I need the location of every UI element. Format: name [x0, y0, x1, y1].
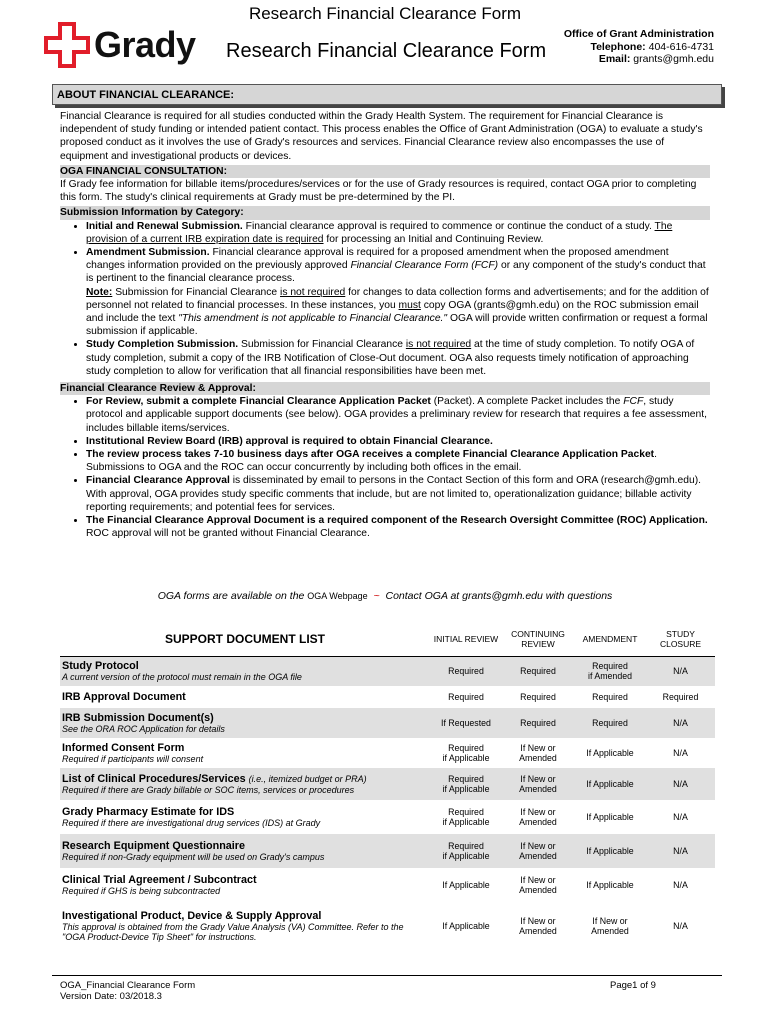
- table-row: Clinical Trial Agreement / Subcontract Required if GHS is being subcontracted If Applicable If New or Amended If Applicable N/A: [62, 874, 688, 896]
- col-study-closure: STUDY CLOSURE: [646, 622, 715, 656]
- office-contact: [564, 28, 714, 66]
- email-label: Email:: [598, 53, 631, 65]
- table-row: Grady Pharmacy Estimate for IDS Required if there are investigational drug services (IDS) at Grady Required if Applicable If New or Amended If Applicable N/A: [62, 806, 688, 828]
- list-item: • The review process takes 7-10 business days after OGA receives a complete Financial Clearance Application Packet. Submissions to OGA and the ROC can occur concurrently by including both offices in the email.: [86, 448, 710, 474]
- about-paragraph: Financial Clearance is required for all studies conducted within the Grady Health System. The requirement for Financial Clearance is independent of study funding or intended patient contact. This process enables the Office of Grant Administration (OGA) to evaluate a study's proposed conduct as it involves the use of Grady's resources and services. Financial Clearance review also encompasses the use of equipment and investigational products or devices.: [60, 111, 703, 162]
- table-row: List of Clinical Procedures/Services (i.e., itemized budget or PRA) Required if there are Grady billable or SOC items, services or procedures Required if Applicable If New or Amended If Applicable N/A: [60, 768, 715, 800]
- contact-oga-text: Contact OGA at grants@gmh.edu with questions: [385, 590, 613, 602]
- oga-webpage-link[interactable]: OGA Webpage: [307, 591, 368, 601]
- col-amendment: AMENDMENT: [574, 622, 646, 656]
- red-cross-icon: [44, 22, 90, 68]
- email-address[interactable]: grants@gmh.edu: [633, 53, 714, 65]
- table-row: Investigational Product, Device & Supply Approval This approval is obtained from the Grady Value Analysis (VA) Committee. Refer to the "OGA Product-Device Tip Sheet" for instructions. If Applicable If New or Amended If New or Amended N/A: [62, 910, 688, 942]
- phone-label: Telephone:: [590, 40, 646, 53]
- table-row: IRB Approval Document Required Required Required Required: [62, 691, 699, 703]
- table-title: SUPPORT DOCUMENT LIST: [60, 622, 430, 656]
- footer-version: Version Date: 03/2018.3: [60, 991, 162, 1002]
- about-section-header: ABOUT FINANCIAL CLEARANCE:: [52, 84, 722, 105]
- list-item: • Institutional Review Board (IRB) approval is required to obtain Financial Clearance.: [86, 435, 710, 448]
- table-row: Informed Consent Form Required if participants will consent Required if Applicable If New or Amended If Applicable N/A: [62, 742, 688, 764]
- logo-text: Grady: [94, 24, 196, 65]
- consult-title: OGA FINANCIAL CONSULTATION:: [60, 165, 710, 178]
- phone-number: 404-616-4731: [648, 40, 714, 53]
- table-row: Study Protocol A current version of the protocol must remain in the OGA file Required Required Required if Amended N/A: [60, 656, 715, 686]
- table-row: Research Equipment Questionnaire Required if non-Grady equipment will be used on Grady's campus Required if Applicable If New or Amended If Applicable N/A: [60, 834, 715, 868]
- list-item: • For Review, submit a complete Financial Clearance Application Packet (Packet). A complete Packet includes the FCF, study protocol and applicable support documents (see below). OGA provides a preliminary review for research that requires a fee assessment, includes billable items/services.: [86, 395, 710, 435]
- body-content: [60, 110, 710, 541]
- review-title: Financial Clearance Review & Approval:: [60, 382, 710, 395]
- list-item: • Financial Clearance Approval is disseminated by email to persons in the Contact Section of this form and ORA (research@gmh.edu). With approval, OGA provides study specific comments that include, but are not limited to, operationalization guidance; billable activity reporting requirements; and potential fees for services.: [86, 474, 710, 514]
- consult-text: If Grady fee information for billable items/procedures/services or for the use of Grady resources is required, contact OGA prior to completing this form. The study's clinical requirements at Grady must be pre-determined by the PI.: [60, 179, 697, 204]
- list-item: • Amendment Submission. Financial clearance approval is required for a proposed amendment when the proposed amendment changes information provided on the previously approved Financial Clearance Form (FCF) or any component of the study's conduct that is pertinent to the financial clearance process.: [86, 246, 710, 286]
- footer-form-info: [60, 980, 195, 1002]
- review-list: [60, 395, 710, 540]
- list-item: • Initial and Renewal Submission. Financial clearance approval is required to commence or continue the conduct of a study. The provision of a current IRB expiration date is required for processing an Initial and Continuing Review.: [86, 220, 710, 246]
- page-number: Page1 of 9: [610, 980, 656, 991]
- submission-list: [60, 220, 710, 286]
- col-continuing-review: CONTINUING REVIEW: [502, 622, 574, 656]
- forms-contact-line: OGA forms are available on the OGA Webpage ~ Contact OGA at grants@gmh.edu with questions: [157, 590, 613, 602]
- list-item: • The Financial Clearance Approval Document is a required component of the Research Oversight Committee (ROC) Application. ROC approval will not be granted without Financial Clearance.: [86, 514, 710, 540]
- table-row: IRB Submission Document(s) See the ORA ROC Application for details If Requested Required Required N/A: [60, 708, 715, 738]
- submission-title: Submission Information by Category:: [60, 206, 710, 219]
- footer-divider: [52, 975, 722, 976]
- col-initial-review: INITIAL REVIEW: [430, 622, 502, 656]
- document-main-title: Research Financial Clearance Form: [226, 40, 547, 62]
- support-document-table: [60, 622, 715, 950]
- grady-logo: [44, 22, 204, 72]
- footer-form-name: OGA_Financial Clearance Form: [60, 980, 196, 991]
- document-top-title: Research Financial Clearance Form: [248, 4, 522, 23]
- list-item: • Study Completion Submission. Submission for Financial Clearance is not required at the time of study completion. To notify OGA of study completion, submit a copy of the IRB Notification of Close-Out document. OGA also requests timely notification of approaching study completion to allow for verification that all financial responsibilities have been met.: [86, 338, 710, 378]
- office-name: Office of Grant Administration: [563, 28, 714, 40]
- amendment-note: Note: Submission for Financial Clearance is not required for changes to data collection forms and advertisements; and for the addition of personnel not related to financial processes. In these instances, you must copy OGA (grants@gmh.edu) on the ROC submission email and include the text "This amendment is not applicable to Financial Clearance." OGA will provide written confirmation or request a formal submission if applicable.: [86, 286, 709, 338]
